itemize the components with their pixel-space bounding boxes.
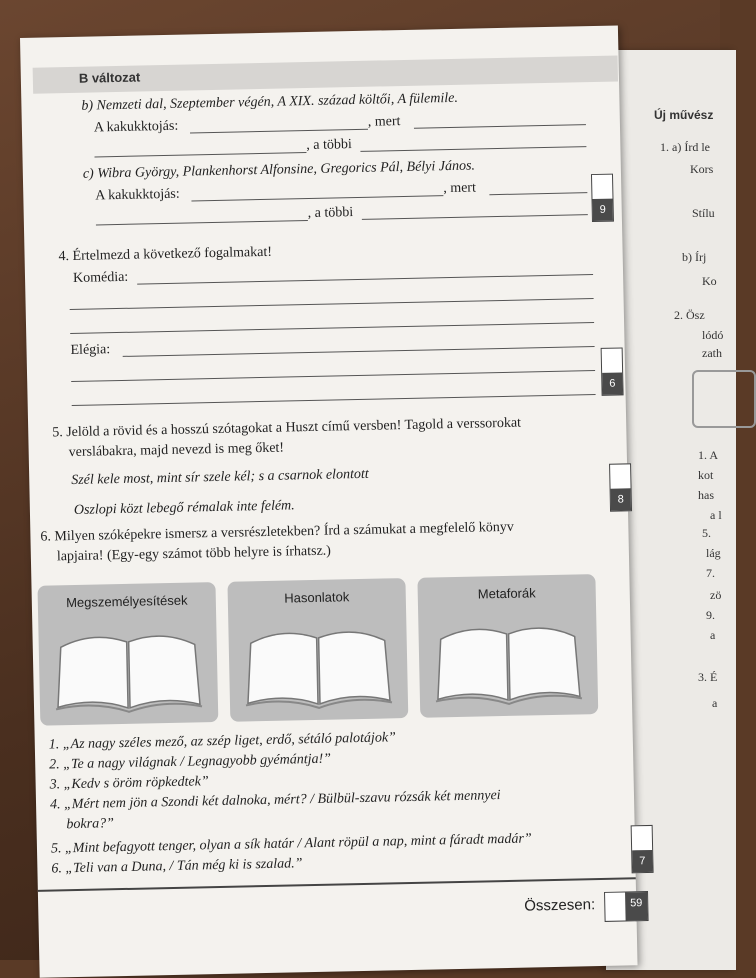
panel-metaphors[interactable] (417, 574, 598, 718)
next-page-line: 5. (702, 526, 711, 540)
total-score-box[interactable] (604, 891, 649, 922)
verse-line-1: Szél kele most, mint sír szele kél; s a csarnok elontott (71, 466, 369, 489)
answer-line[interactable] (191, 195, 443, 201)
next-page-line: a (710, 628, 716, 642)
next-page-line: Ko (702, 274, 717, 288)
section-c-tobbi: , a többi (307, 205, 354, 222)
quote-item-continued: bokra?” (66, 816, 115, 833)
panel-title: Hasonlatok (284, 589, 350, 606)
next-page-title: Új művész (654, 108, 714, 122)
section-b-prompt: b) Nemzeti dal, Szeptember végén, A XIX. század költői, A fülemile. (81, 90, 459, 114)
next-page-line: lág (706, 546, 721, 560)
score-box[interactable] (591, 174, 614, 222)
section-c-label: A kakukktojás: (95, 186, 180, 204)
next-page-line: 1. A (698, 448, 719, 462)
section-c-mert: , mert (443, 180, 477, 197)
answer-line[interactable] (72, 394, 596, 406)
score-max: 8 (611, 488, 631, 510)
section-b-label: A kakukktojás: (93, 118, 179, 136)
open-book-icon (242, 610, 394, 711)
answer-line[interactable] (94, 152, 306, 157)
answer-line[interactable] (70, 298, 594, 310)
komedia-label: Komédia: (72, 269, 129, 286)
next-page-line: a l (710, 508, 722, 522)
next-page-line: 9. (706, 608, 715, 622)
answer-line[interactable] (362, 214, 588, 220)
total-score: 59 (625, 892, 648, 920)
next-page-line: zö (710, 588, 722, 602)
quote-item: 4. „Mért nem jön a Szondi két dalnoka, mért? / Bülbül-szavu rózsák két mennyei (49, 788, 501, 813)
quote-item: 3. „Kedv s öröm röpkedtek” (49, 774, 209, 793)
section-c-prompt: c) Wibra György, Plankenhorst Alfonsine, Gregorics Pál, Bélyi János. (82, 158, 476, 182)
answer-line[interactable] (190, 129, 368, 134)
q6-heading-line2: lapjaira! (Egy-egy számot több helyre is írhatsz.) (56, 543, 332, 565)
next-page-line: kot (698, 468, 714, 482)
answer-line[interactable] (137, 274, 593, 285)
panel-similes[interactable] (227, 578, 408, 722)
next-page-line: 1. a) Írd le (660, 140, 710, 154)
section-b-tobbi: , a többi (306, 137, 352, 154)
elegia-label: Elégia: (70, 342, 111, 359)
section-b-mert: , mert (367, 114, 401, 130)
score-max: 9 (592, 199, 612, 221)
score-max: 7 (632, 850, 652, 872)
score-box[interactable] (601, 347, 624, 395)
q5-heading-line1: 5. Jelöld a rövid és a hosszú szótagokat a Huszt című versben! Tagold a verssorokat (52, 415, 522, 441)
q5-heading-line2: verslábakra, majd nevezd is meg őket! (68, 440, 285, 461)
quote-item: 2. „Te a nagy világnak / Legnagyobb gyémántja!” (49, 751, 332, 773)
panel-personifications[interactable] (37, 582, 218, 726)
next-page-line: 2. Ösz (674, 308, 705, 322)
answer-line[interactable] (123, 346, 595, 357)
next-page-line: lódó (702, 328, 724, 342)
page-title: B változat (78, 69, 141, 86)
answer-line[interactable] (489, 192, 587, 195)
next-page-line: zath (702, 346, 722, 360)
quote-item: 6. „Teli van a Duna, / Tán még ki is szalad.” (51, 856, 303, 877)
next-page-line: b) Írj (682, 250, 707, 264)
answer-line[interactable] (96, 220, 308, 225)
worksheet-page (20, 25, 646, 977)
answer-line[interactable] (414, 124, 586, 129)
next-page-line: 7. (706, 566, 715, 580)
quote-item: 1. „Az nagy széles mező, az szép liget, erdő, sétáló palotájok” (48, 730, 397, 753)
answer-line[interactable] (70, 322, 594, 334)
q6-heading-line1: 6. Milyen szóképekre ismersz a versrészletekben? Írd a számukat a megfelelő könyv (40, 519, 514, 545)
next-page-line: 3. É (698, 670, 718, 684)
score-box[interactable] (631, 825, 654, 873)
quote-item: 5. „Mint befagyott tenger, olyan a sík határ / Alant röpül a nap, mint a fáradt madár” (50, 831, 532, 857)
answer-line[interactable] (360, 146, 586, 152)
total-label: Összesen: (524, 896, 596, 915)
panel-title: Metaforák (477, 585, 536, 602)
score-max: 6 (602, 372, 622, 394)
q4-heading: 4. Értelmezd a következő fogalmakat! (58, 244, 273, 265)
next-page-line: Kors (690, 162, 714, 176)
answer-line[interactable] (71, 370, 595, 382)
next-page-line: a (712, 696, 718, 710)
next-page-line: Stílu (692, 206, 715, 220)
score-box[interactable] (609, 463, 632, 511)
next-page-line: has (698, 488, 714, 502)
open-book-icon (52, 614, 204, 715)
panel-title: Megszemélyesítések (65, 592, 188, 611)
next-page-box (692, 370, 756, 428)
open-book-icon (432, 606, 584, 707)
footer-divider (38, 877, 636, 892)
verse-line-2: Oszlopi közt lebegő rémalak inte felém. (73, 498, 295, 518)
